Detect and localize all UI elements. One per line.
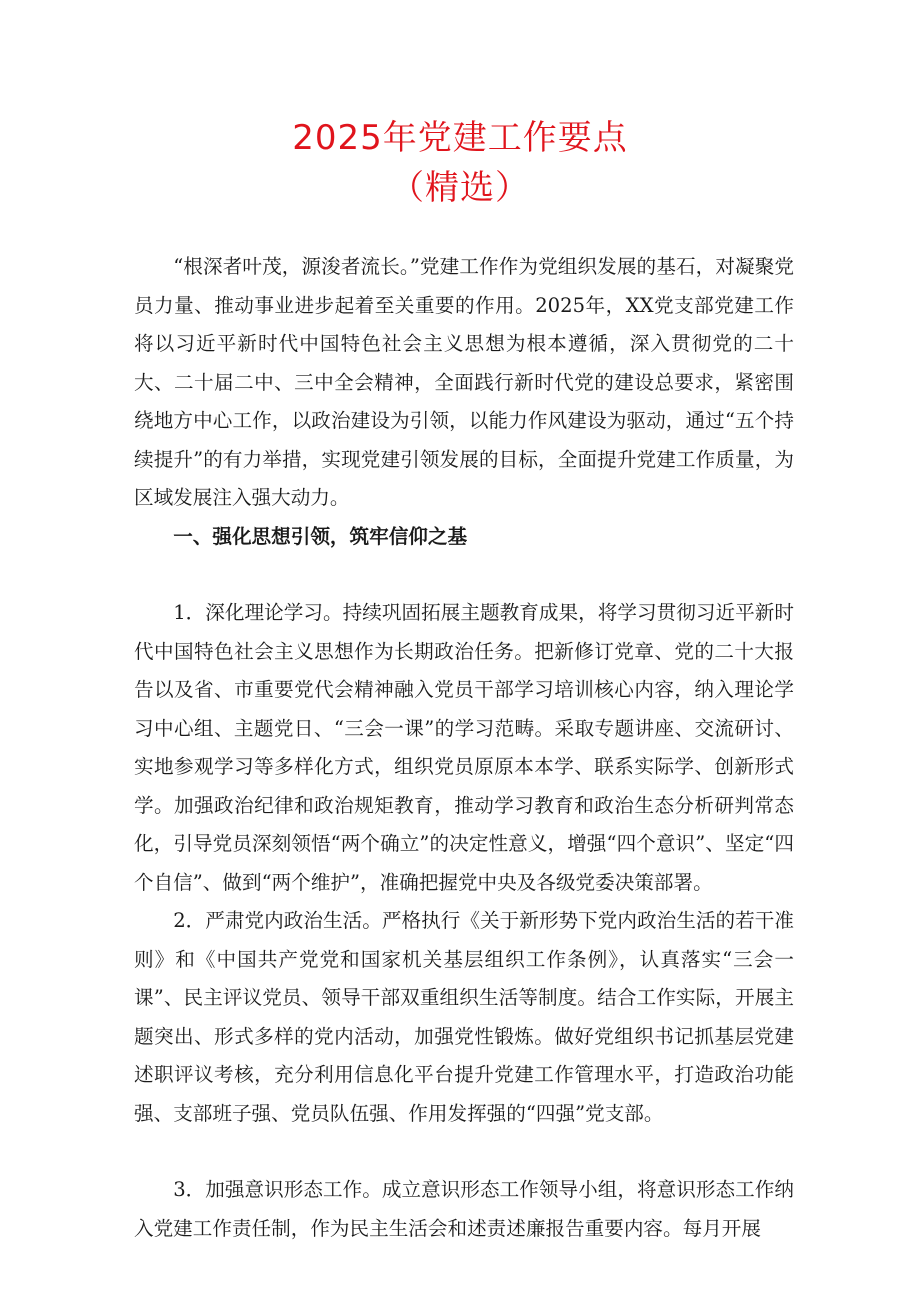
item-paragraph-3: 3．加强意识形态工作。成立意识形态工作领导小组，将意识形态工作纳入党建工作责任制，作为民主生活会和述责述廉报告重要内容。每月开展 (134, 1178, 794, 1240)
item-paragraph-1: 1．深化理论学习。持续巩固拓展主题教育成果，将学习贯彻习近平新时代中国特色社会主义思想作为长期政治任务。把新修订党章、党的二十大报告以及省、市重要党代会精神融入党员干部学习培训核心内容，纳入理论学习中心组、主题党日、“三会一课”的学习范畴。采取专题讲座、交流研讨、实地参观学习等多样化方式，组织党员原原本本学、联系实际学、创新形式学。加强政治纪律和政治规矩教育，推动学习教育和政治生态分析研判常态化，引导党员深刻领悟“两个确立”的决定性意义，增强“四个意识”、坚定“四个自信”、做到“两个维护”，准确把握党中央及各级党委决策部署。 (134, 601, 794, 894)
document-body (134, 248, 794, 1248)
spacer (134, 556, 794, 594)
document-title: 2025年党建工作要点 (292, 118, 628, 158)
section-heading-1: 一、强化思想引领，筑牢信仰之基 (173, 524, 468, 548)
intro-paragraph: “根深者叶茂，源浚者流长。”党建工作作为党组织发展的基石，对凝聚党员力量、推动事业进步起着至关重要的作用。2025年，XX党支部党建工作将以习近平新时代中国特色社会主义思想为根本遵循，深入贯彻党的二十大、二十届二中、三中全会精神，全面践行新时代党的建设总要求，紧密围绕地方中心工作，以政治建设为引领，以能力作风建设为驱动，通过“五个持续提升”的有力举措，实现党建引领发展的目标，全面提升党建工作质量，为区域发展注入强大动力。 (134, 255, 794, 509)
document-subtitle: （精选） (390, 168, 530, 208)
item-paragraph-2: 2．严肃党内政治生活。严格执行《关于新形势下党内政治生活的若干准则》和《中国共产党党和国家机关基层组织工作条例》，认真落实“三会一课”、民主评议党员、领导干部双重组织生活等制度。结合工作实际，开展主题突出、形式多样的党内活动，加强党性锻炼。做好党组织书记抓基层党建述职评议考核，充分利用信息化平台提升党建工作管理水平，打造政治功能强、支部班子强、党员队伍强、作用发挥强的“四强”党支部。 (134, 909, 794, 1125)
spacer (134, 1133, 794, 1171)
